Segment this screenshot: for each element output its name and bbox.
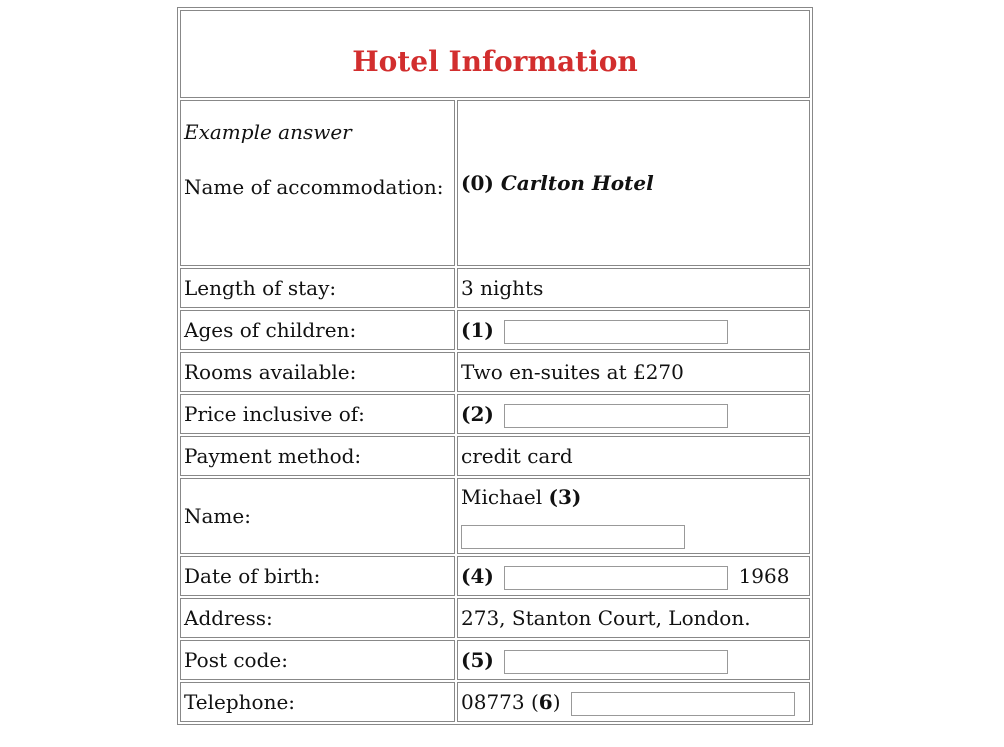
name-cell xyxy=(457,478,810,554)
question-number-6: 6 xyxy=(538,690,553,714)
hotel-information-form xyxy=(177,7,813,725)
date-of-birth-year: 1968 xyxy=(738,564,790,588)
address-value: 273, Stanton Court, London. xyxy=(457,598,810,638)
price-inclusive-cell xyxy=(457,394,810,434)
name-label: Name: xyxy=(180,478,455,554)
form-title: Hotel Information xyxy=(352,45,638,78)
row-payment-method xyxy=(180,436,810,476)
date-of-birth-cell xyxy=(457,556,810,596)
question-number-3: (3) xyxy=(548,485,582,509)
answer-input-1[interactable] xyxy=(504,320,728,344)
example-value-cell xyxy=(457,100,810,266)
question-number-1: (1) xyxy=(461,318,494,342)
question-number-5: (5) xyxy=(461,648,494,672)
payment-method-value: credit card xyxy=(457,436,810,476)
length-of-stay-value: 3 nights xyxy=(457,268,810,308)
post-code-cell xyxy=(457,640,810,680)
payment-method-label: Payment method: xyxy=(180,436,455,476)
row-price-inclusive xyxy=(180,394,810,434)
date-of-birth-label: Date of birth: xyxy=(180,556,455,596)
question-number-4: (4) xyxy=(461,564,494,588)
telephone-label: Telephone: xyxy=(180,682,455,722)
answer-input-5[interactable] xyxy=(504,650,728,674)
rooms-available-value: Two en-suites at £270 xyxy=(457,352,810,392)
ages-of-children-label: Ages of children: xyxy=(180,310,455,350)
answer-input-4[interactable] xyxy=(504,566,728,590)
example-answer-text: Carlton Hotel xyxy=(500,171,654,195)
row-length-of-stay xyxy=(180,268,810,308)
example-answer-tag: Example answer xyxy=(184,120,352,144)
row-post-code xyxy=(180,640,810,680)
name-line xyxy=(461,479,809,515)
question-number-2: (2) xyxy=(461,402,494,426)
row-ages-of-children xyxy=(180,310,810,350)
post-code-label: Post code: xyxy=(180,640,455,680)
example-label-cell xyxy=(180,100,455,266)
question-number-0: (0) xyxy=(461,171,494,195)
length-of-stay-label: Length of stay: xyxy=(180,268,455,308)
answer-input-2[interactable] xyxy=(504,404,728,428)
price-inclusive-label: Price inclusive of: xyxy=(180,394,455,434)
answer-input-3[interactable] xyxy=(461,525,685,549)
telephone-open-paren: ( xyxy=(530,690,539,714)
answer-input-6[interactable] xyxy=(571,692,795,716)
row-name xyxy=(180,478,810,554)
example-row xyxy=(180,100,810,266)
name-prefix: Michael xyxy=(461,485,543,509)
address-label: Address: xyxy=(180,598,455,638)
telephone-prefix: 08773 xyxy=(461,690,525,714)
row-rooms-available xyxy=(180,352,810,392)
row-telephone xyxy=(180,682,810,722)
ages-of-children-cell xyxy=(457,310,810,350)
telephone-close-paren: ) xyxy=(552,690,561,714)
row-date-of-birth xyxy=(180,556,810,596)
title-cell xyxy=(180,10,810,98)
row-address xyxy=(180,598,810,638)
title-row xyxy=(180,10,810,98)
rooms-available-label: Rooms available: xyxy=(180,352,455,392)
accommodation-label: Name of accommodation: xyxy=(184,175,444,199)
telephone-cell xyxy=(457,682,810,722)
